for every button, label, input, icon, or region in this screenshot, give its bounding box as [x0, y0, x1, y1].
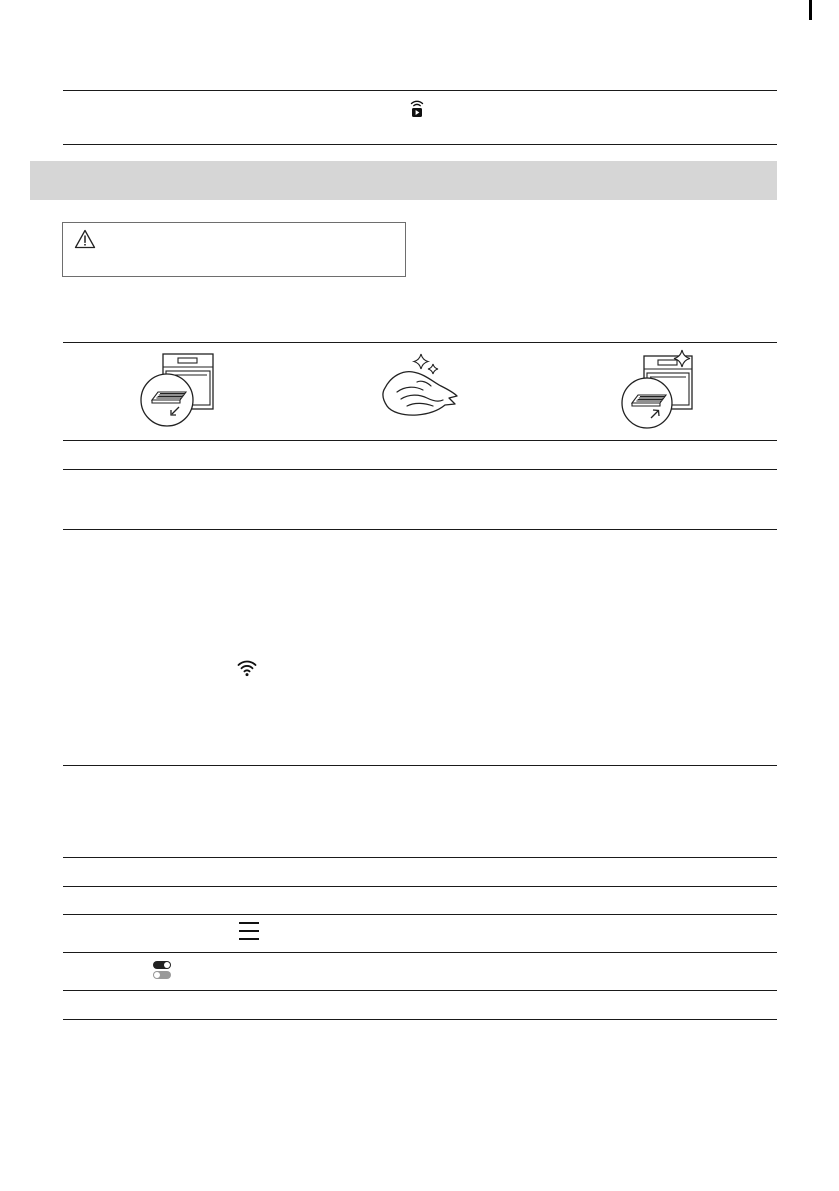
table-rule	[63, 914, 777, 915]
oven-insert-shelf-clean-illustration	[617, 348, 707, 430]
table-rule	[63, 857, 777, 858]
table-rule	[63, 529, 777, 530]
table-rule	[63, 990, 777, 991]
table-rule	[63, 342, 777, 343]
oven-remove-shelf-illustration	[136, 350, 222, 430]
warning-triangle-icon	[74, 229, 96, 249]
cloth-wipe-sparkle-illustration	[377, 352, 459, 422]
table-rule	[63, 469, 777, 470]
page-edge-mark	[809, 0, 812, 20]
table-rule	[63, 440, 777, 441]
table-rule	[63, 886, 777, 887]
warning-box	[62, 222, 406, 277]
wifi-icon	[237, 659, 257, 677]
section-heading-band	[30, 161, 777, 200]
remote-control-play-icon	[409, 98, 425, 118]
toggle-switch-icon	[152, 960, 174, 980]
table-rule	[63, 952, 777, 953]
hamburger-menu-icon	[238, 921, 260, 941]
table-rule	[63, 765, 777, 766]
table-rule-top	[63, 90, 777, 91]
table-rule	[63, 1019, 777, 1020]
table-rule	[63, 144, 777, 145]
